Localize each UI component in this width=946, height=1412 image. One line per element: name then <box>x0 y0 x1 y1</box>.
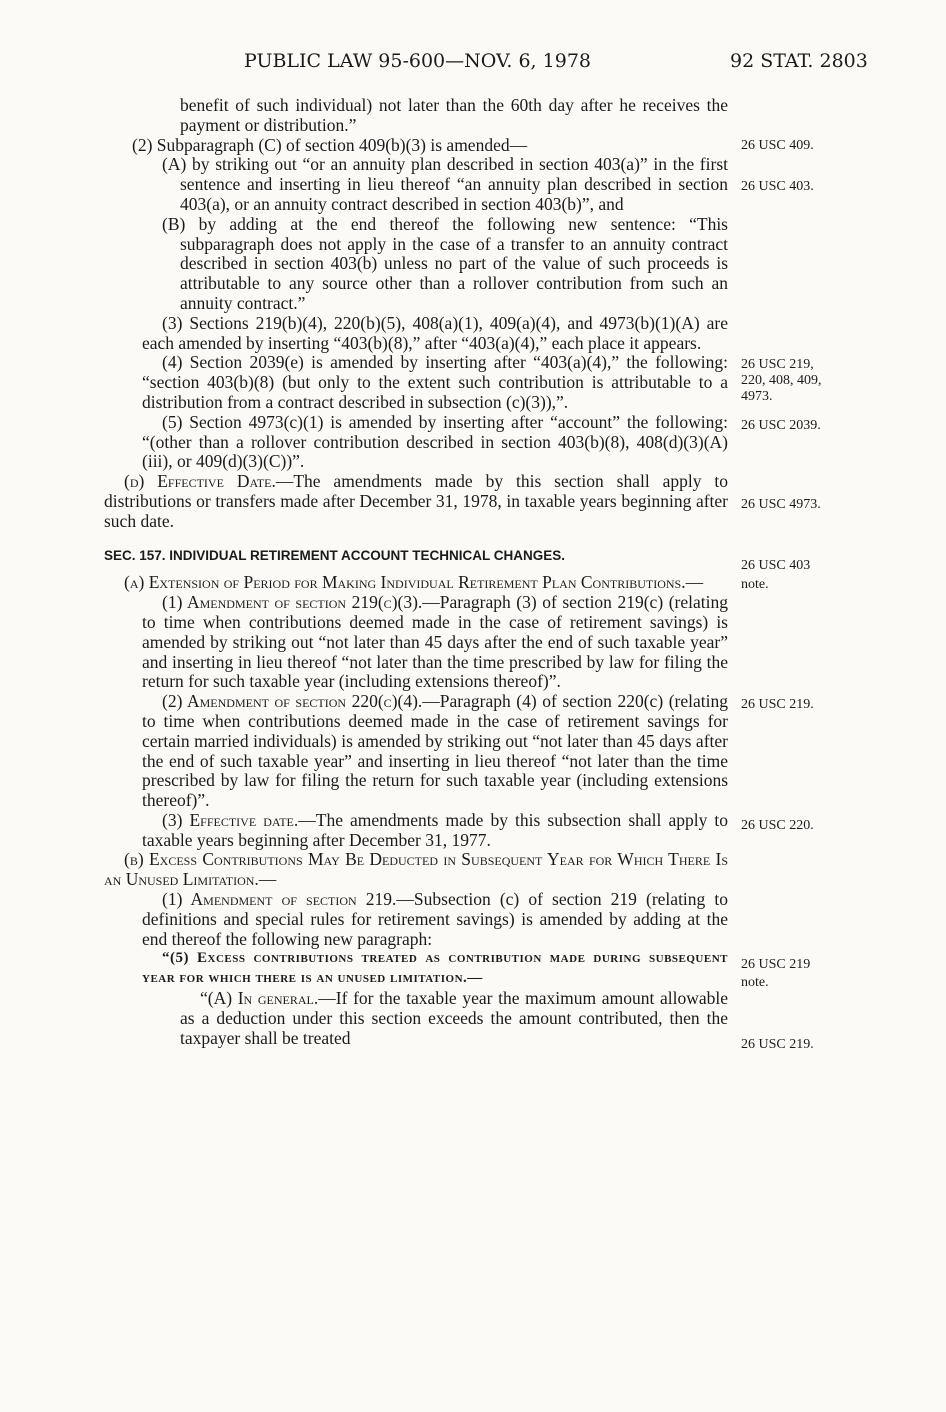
margin-note: 26 USC 220. <box>741 818 814 833</box>
paragraph-heading: (1) Amendment of section 219(c)(3). <box>162 592 423 613</box>
margin-note: 4973. <box>741 389 773 404</box>
margin-note: 26 USC 219 <box>741 957 811 972</box>
paragraph: (B) by adding at the end thereof the following new sentence: “This subparagraph does not apply in the case of a transfer to an annuity contract described in section 403(b) unless no part of the value of such proceeds is attributable to any source other than a rollover contribution from such an annuity contract.” <box>162 213 728 313</box>
paragraph-text: —Subsection (c) of section 219 (relating to definitions and special rules for retirement savings) is amended by adding at the end thereof the following new paragraph: <box>142 889 728 949</box>
paragraph-heading: “(A) In general. <box>200 988 319 1009</box>
subsection-text: —The amendments made by this section shall apply to distributions or transfers made after December 31, 1978, in taxable years beginning after such date. <box>104 471 728 531</box>
paragraph-text: —The amendments made by this subsection shall apply to taxable years beginning after December 31, 1977. <box>142 809 728 850</box>
page-citation: 92 STAT. 2803 <box>730 50 868 72</box>
paragraph-heading: (3) Effective date. <box>162 809 299 830</box>
margin-note: 26 USC 403 <box>741 558 811 573</box>
paragraph <box>104 472 728 531</box>
quoted-paragraph-heading: “(5) Excess contributions treated as contribution made during subsequent year for which there is an unused limitation.— <box>142 950 728 987</box>
paragraph-text: —If for the taxable year the maximum amount allowable as a deduction under this section exceeds the amount contributed, then the taxpayer shall be treated <box>180 988 728 1048</box>
paragraph: (2) Subparagraph (C) of section 409(b)(3) is amended— <box>132 134 528 155</box>
paragraph <box>104 593 728 692</box>
margin-note: 220, 408, 409, <box>741 373 822 388</box>
paragraph-heading: (1) Amendment of section 219. <box>162 889 397 910</box>
margin-note: note. <box>741 975 769 990</box>
margin-note: 26 USC 219. <box>741 697 814 712</box>
section-title: SEC. 157. INDIVIDUAL RETIREMENT ACCOUNT TECHNICAL CHANGES. <box>104 547 566 563</box>
paragraph <box>104 890 728 949</box>
paragraph <box>104 989 728 1048</box>
body-text <box>104 96 728 1048</box>
paragraph: (4) Section 2039(e) is amended by inserting after “403(a)(4),” the following: “section 403(b)(8) (but only to the extent such contribution is attributable to a distribution from a contract described in subsection (c)(3)),”. <box>142 352 728 412</box>
paragraph: (A) by striking out “or an annuity plan described in section 403(a)” in the first sentence and inserting in lieu thereof “an annuity plan described in section 403(a), or an annuity contract described in section 403(b)”, and <box>162 154 728 214</box>
margin-note: 26 USC 409. <box>741 138 814 153</box>
margin-note: note. <box>741 577 769 592</box>
subsection-heading: (d) Effective Date. <box>124 471 276 492</box>
margin-note: 26 USC 2039. <box>741 418 821 433</box>
margin-note: 26 USC 4973. <box>741 497 821 512</box>
margin-note: 26 USC 219. <box>741 1037 814 1052</box>
paragraph: (3) Sections 219(b)(4), 220(b)(5), 408(a)(1), 409(a)(4), and 4973(b)(1)(A) are each amended by inserting “403(b)(8),” after “403(a)(4),” each place it appears. <box>142 312 728 353</box>
paragraph-text: —Paragraph (3) of section 219(c) (relating to time when contributions deemed made in the case of retirement savings) is amended by striking out “not later than 45 days after the end of such taxable year” and inserting in lieu thereof “not later than the time prescribed by law for filing the return for such taxable year (including extensions thereof)”. <box>142 592 728 692</box>
paragraph <box>104 692 728 811</box>
paragraph: benefit of such individual) not later than the 60th day after he receives the payment or distribution.” <box>180 95 728 135</box>
margin-note: 26 USC 403. <box>741 179 814 194</box>
subsection-heading: (b) Excess Contributions May Be Deducted in Subsequent Year for Which There Is an Unused Limitation.— <box>104 849 728 890</box>
paragraph-heading: (2) Amendment of section 220(c)(4). <box>162 691 423 712</box>
margin-note: 26 USC 219, <box>741 357 814 372</box>
subsection-heading: (a) Extension of Period for Making Individual Retirement Plan Contributions.— <box>124 572 704 593</box>
paragraph <box>104 811 728 851</box>
running-head: PUBLIC LAW 95-600—NOV. 6, 1978 <box>244 50 591 72</box>
paragraph-text: —Paragraph (4) of section 220(c) (relating to time when contributions deemed made in the case of retirement savings for certain married individuals) is amended by striking out “not later than 45 days after the end of such taxable year” and inserting in lieu thereof “not later than the time prescribed by law for filing the return for such taxable year (including extensions thereof)”. <box>142 691 728 811</box>
paragraph: (5) Section 4973(c)(1) is amended by inserting after “account” the following: “(other than a rollover contribution described in section 403(b)(8), 408(d)(3)(A)(iii), or 409(d)(3)(C))”. <box>142 411 728 472</box>
